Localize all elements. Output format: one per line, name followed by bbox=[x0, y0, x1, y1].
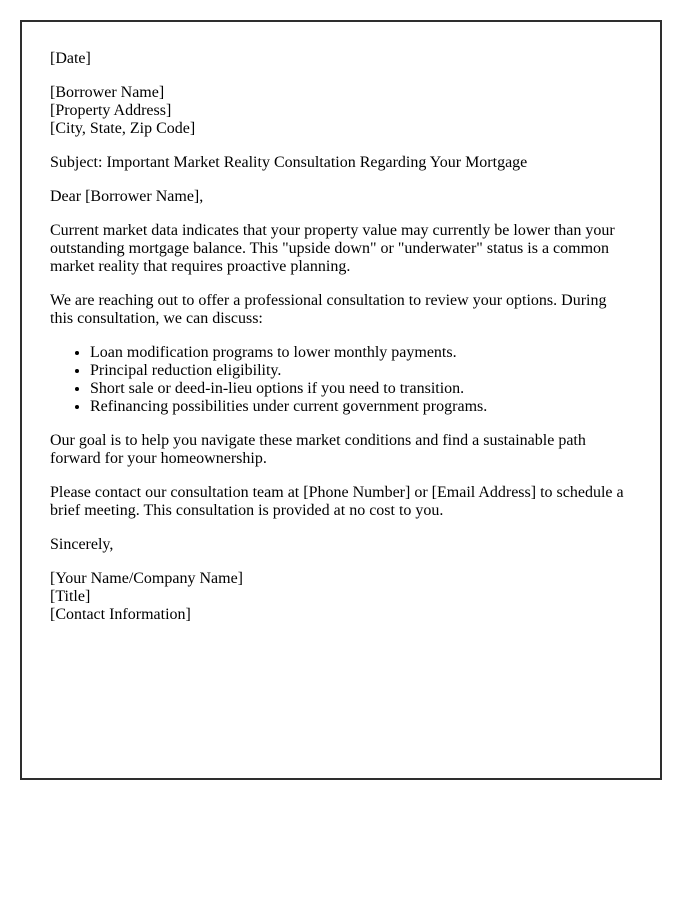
date-placeholder: [Date] bbox=[50, 50, 91, 67]
list-item-principal-reduction: • Principal reduction eligibility. bbox=[90, 362, 632, 380]
list-item-refinancing: • Refinancing possibilities under current government programs. bbox=[90, 398, 632, 416]
paragraph-market-status: Current market data indicates that your property value may currently be lower than your outstanding mortgage balance. This "upside down" or "underwater" status is a common market reality that requires proactive planning. bbox=[50, 222, 615, 275]
signature-block bbox=[50, 570, 632, 624]
signature-contact-line: [Contact Information] bbox=[50, 606, 191, 623]
recipient-address-block bbox=[50, 84, 632, 138]
letter-document bbox=[20, 20, 662, 780]
salutation: Dear [Borrower Name], bbox=[50, 188, 204, 205]
paragraph-consultation-intro: We are reaching out to offer a professional consultation to review your options. During this consultation, we can discuss: bbox=[50, 292, 607, 327]
discussion-options-list bbox=[50, 344, 632, 416]
recipient-city-line: [City, State, Zip Code] bbox=[50, 120, 196, 137]
subject-line: Subject: Important Market Reality Consultation Regarding Your Mortgage bbox=[50, 154, 528, 171]
signature-title-line: [Title] bbox=[50, 588, 91, 605]
list-item-short-sale: • Short sale or deed-in-lieu options if you need to transition. bbox=[90, 380, 632, 398]
list-item-loan-modification: • Loan modification programs to lower monthly payments. bbox=[90, 344, 632, 362]
paragraph-goal: Our goal is to help you navigate these market conditions and find a sustainable path forward for your homeownership. bbox=[50, 432, 586, 467]
recipient-property-line: [Property Address] bbox=[50, 102, 172, 119]
recipient-name-line: [Borrower Name] bbox=[50, 84, 165, 101]
signature-name-line: [Your Name/Company Name] bbox=[50, 570, 244, 587]
signoff: Sincerely, bbox=[50, 536, 114, 553]
paragraph-contact: Please contact our consultation team at [Phone Number] or [Email Address] to schedule a brief meeting. This consultation is provided at no cost to you. bbox=[50, 484, 624, 519]
